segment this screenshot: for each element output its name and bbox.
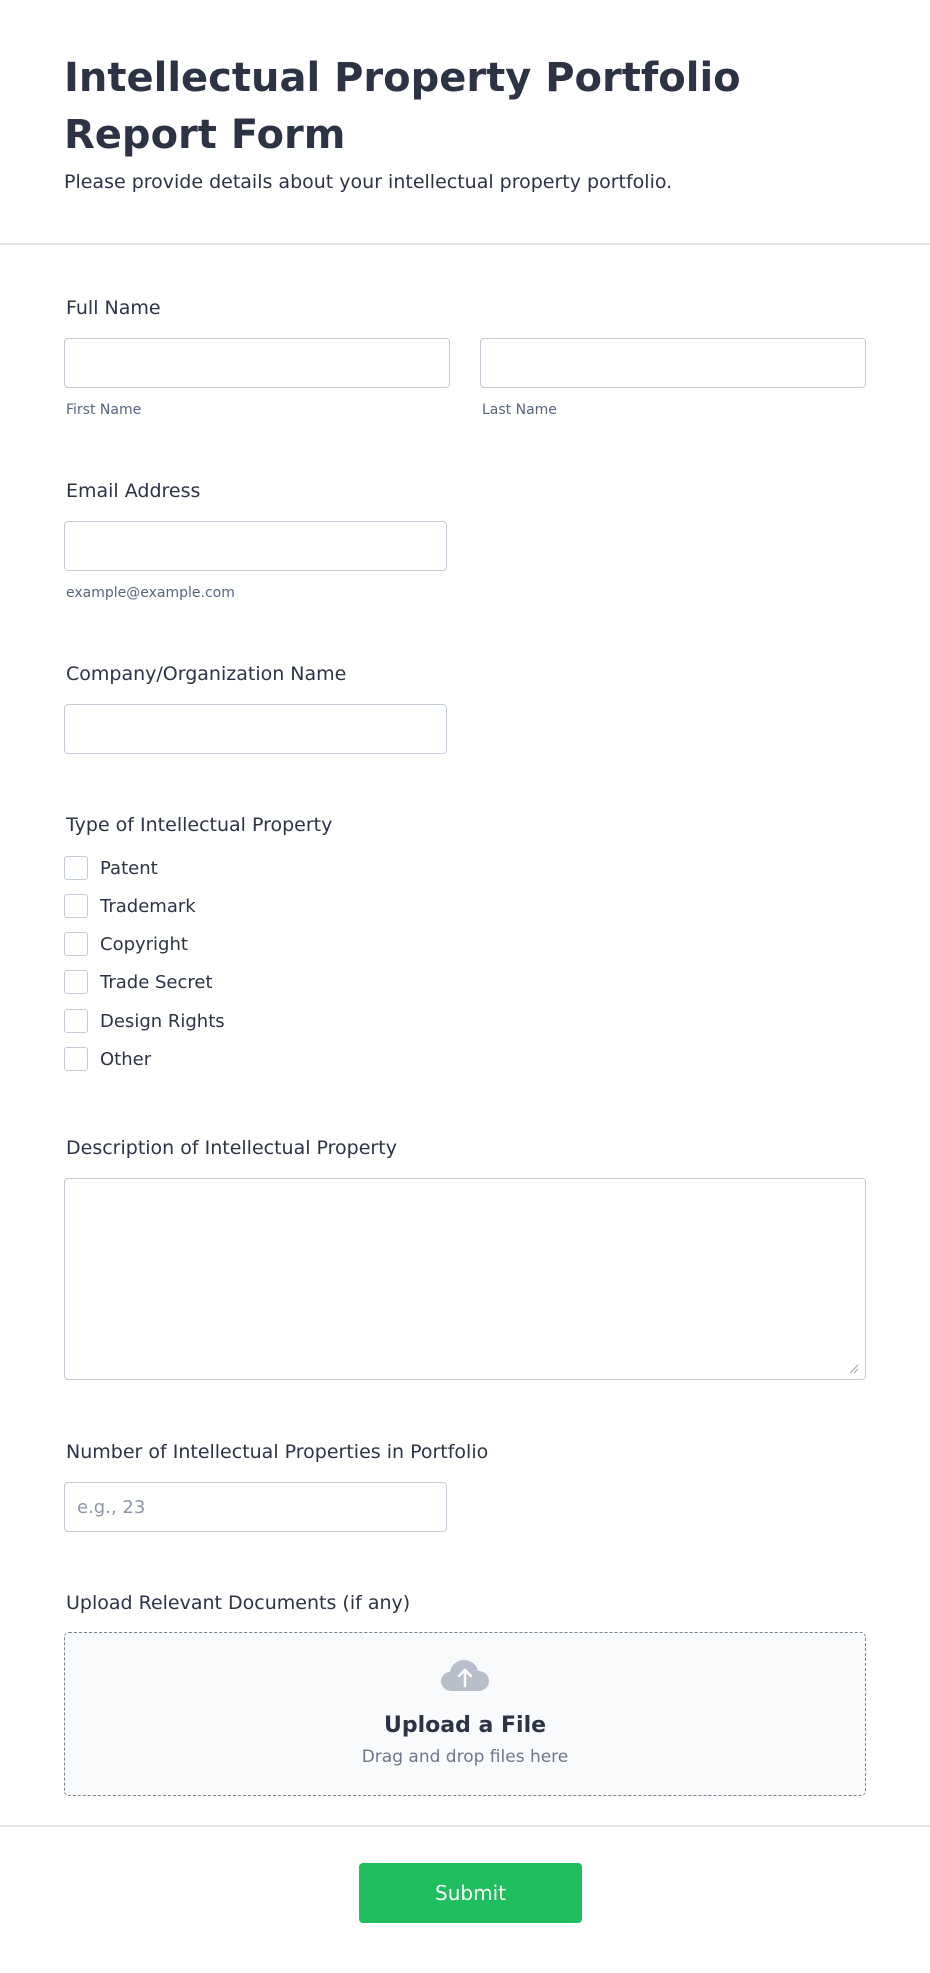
file-upload-dropzone[interactable]: [64, 1632, 866, 1796]
description-textarea[interactable]: [64, 1178, 866, 1380]
cloud-upload-icon: [440, 1657, 490, 1693]
checkbox-option-trademark[interactable]: [64, 893, 196, 919]
checkbox[interactable]: [64, 970, 88, 994]
submit-button[interactable]: Submit: [359, 1863, 582, 1923]
checkbox-label: Trademark: [100, 895, 196, 917]
full-name-label: Full Name: [66, 297, 161, 319]
checkbox[interactable]: [64, 932, 88, 956]
checkbox-label: Design Rights: [100, 1010, 225, 1032]
header-divider: [0, 243, 930, 245]
checkbox-option-patent[interactable]: [64, 855, 158, 881]
company-input[interactable]: [64, 704, 447, 754]
checkbox[interactable]: [64, 1047, 88, 1071]
email-sublabel: example@example.com: [66, 585, 235, 601]
footer-divider: [0, 1825, 930, 1827]
description-label: Description of Intellectual Property: [66, 1137, 397, 1159]
form-subtitle: Please provide details about your intellectual property portfolio.: [64, 171, 673, 193]
first-name-sublabel: First Name: [66, 402, 142, 418]
company-label: Company/Organization Name: [66, 663, 347, 685]
checkbox-label: Patent: [100, 857, 158, 879]
checkbox-label: Trade Secret: [100, 971, 213, 993]
email-input[interactable]: [64, 521, 447, 571]
checkbox-label: Copyright: [100, 933, 188, 955]
form-title: Intellectual Property Portfolio Report Form: [64, 55, 741, 158]
upload-label: Upload Relevant Documents (if any): [66, 1592, 411, 1614]
resize-grip-icon[interactable]: [849, 1364, 859, 1374]
count-input[interactable]: [64, 1482, 447, 1532]
checkbox-option-other[interactable]: [64, 1046, 151, 1072]
upload-title: Upload a File: [383, 1713, 547, 1738]
checkbox[interactable]: [64, 894, 88, 918]
first-name-input[interactable]: [64, 338, 450, 388]
ip-type-label: Type of Intellectual Property: [66, 814, 333, 836]
upload-hint: Drag and drop files here: [361, 1747, 569, 1767]
count-label: Number of Intellectual Properties in Portfolio: [66, 1441, 489, 1463]
checkbox-option-design-rights[interactable]: [64, 1008, 225, 1034]
form-header: [64, 50, 864, 196]
last-name-sublabel: Last Name: [482, 402, 557, 418]
checkbox[interactable]: [64, 856, 88, 880]
checkbox-option-trade-secret[interactable]: [64, 969, 213, 995]
checkbox-label: Other: [100, 1048, 152, 1070]
checkbox[interactable]: [64, 1009, 88, 1033]
checkbox-option-copyright[interactable]: [64, 931, 188, 957]
last-name-input[interactable]: [480, 338, 866, 388]
email-label: Email Address: [66, 480, 201, 502]
